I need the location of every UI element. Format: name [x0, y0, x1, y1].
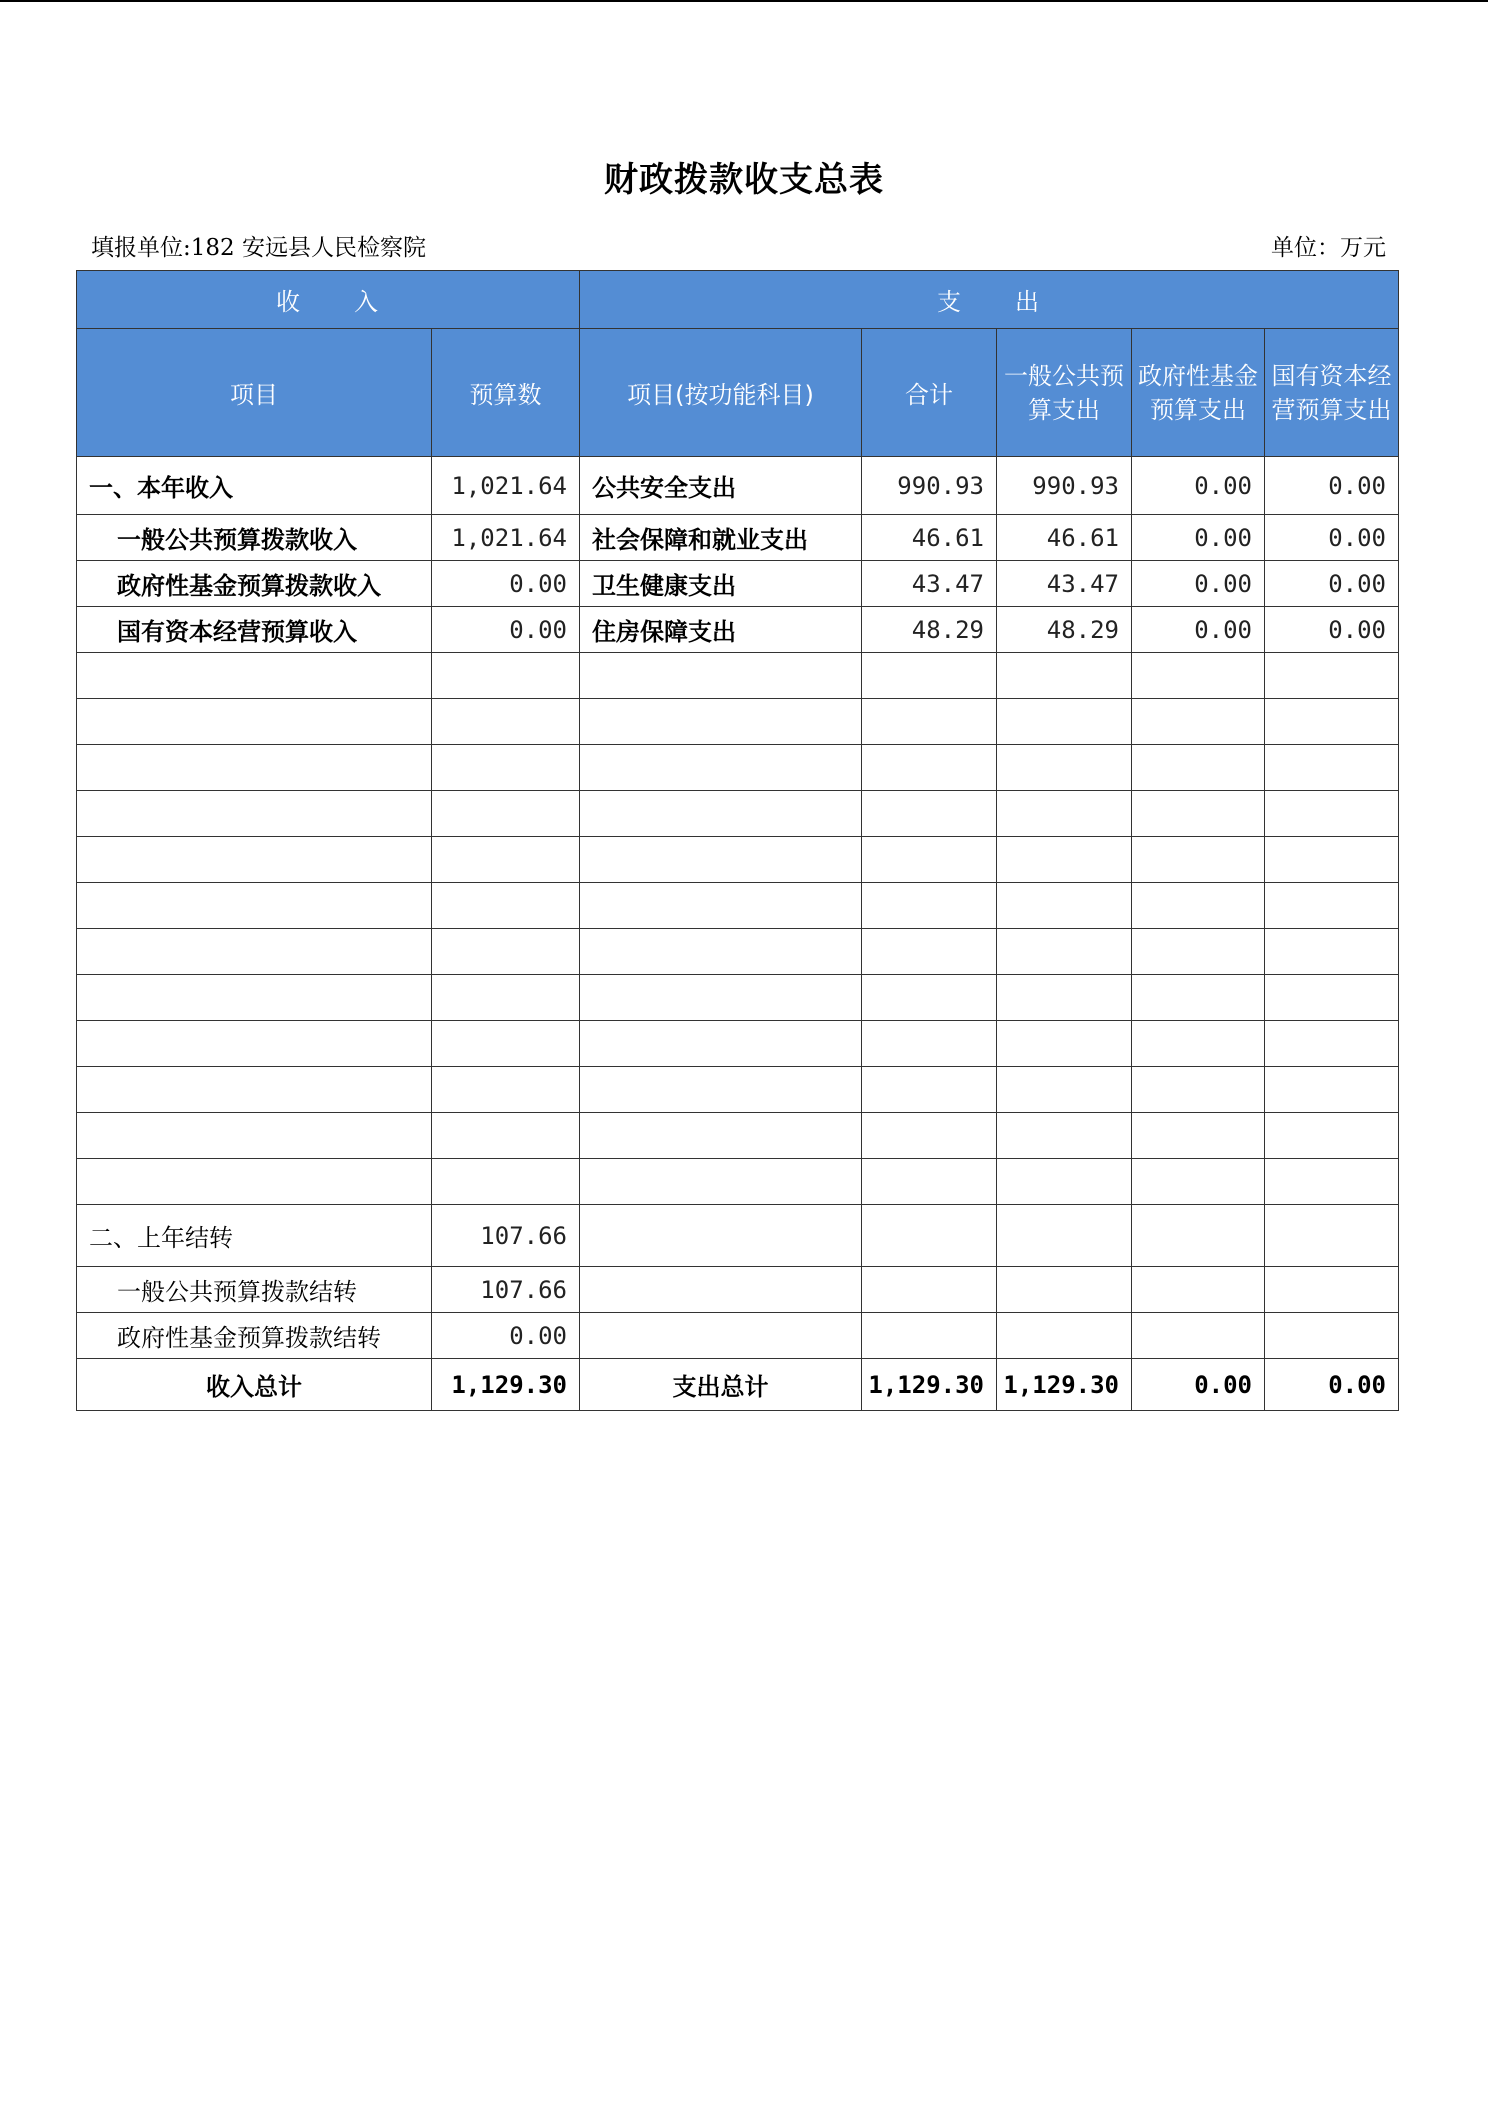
- expense-general-public: 46.61: [997, 515, 1132, 561]
- expense-total: 48.29: [862, 607, 997, 653]
- expense-total-value: 1,129.30: [862, 1359, 997, 1411]
- expense-state-capital: 0.00: [1265, 515, 1399, 561]
- empty-row: [77, 745, 1399, 791]
- empty-row: [77, 1067, 1399, 1113]
- table-row: [77, 515, 1399, 561]
- total-row: [77, 1359, 1399, 1411]
- col-header-function-item: 项目(按功能科目): [580, 329, 862, 457]
- table-row: [77, 1267, 1399, 1313]
- expense-gov-fund: 0.00: [1132, 607, 1265, 653]
- col-header-total: 合计: [862, 329, 997, 457]
- expense-state-capital: 0.00: [1265, 457, 1399, 515]
- income-budget: 1,021.64: [432, 457, 580, 515]
- expense-item: 住房保障支出: [580, 607, 862, 653]
- table-row: [77, 1313, 1399, 1359]
- empty-row: [77, 883, 1399, 929]
- carryover-item: 一般公共预算拨款结转: [77, 1267, 432, 1313]
- empty-row: [77, 837, 1399, 883]
- income-budget: 0.00: [432, 561, 580, 607]
- col-header-item: 项目: [77, 329, 432, 457]
- expense-state-capital: 0.00: [1265, 561, 1399, 607]
- carryover-budget: 0.00: [432, 1313, 580, 1359]
- col-header-gov-fund: 政府性基金预算支出: [1132, 329, 1265, 457]
- carryover-budget: 107.66: [432, 1205, 580, 1267]
- page-title: 财政拨款收支总表: [604, 160, 884, 200]
- expense-item: 公共安全支出: [580, 457, 862, 515]
- col-header-general-public: 一般公共预算支出: [997, 329, 1132, 457]
- empty-row: [77, 699, 1399, 745]
- expense-general-public: 43.47: [997, 561, 1132, 607]
- empty-row: [77, 1159, 1399, 1205]
- currency-unit-label: 单位：万元: [1271, 235, 1386, 261]
- column-header-row: [77, 329, 1399, 457]
- top-border-line: [0, 0, 1488, 2]
- expense-general-public-total: 1,129.30: [997, 1359, 1132, 1411]
- expense-gov-fund-total: 0.00: [1132, 1359, 1265, 1411]
- expense-total: 46.61: [862, 515, 997, 561]
- table-row: [77, 607, 1399, 653]
- col-header-state-capital: 国有资本经营预算支出: [1265, 329, 1399, 457]
- empty-row: [77, 791, 1399, 837]
- expense-general-public: 48.29: [997, 607, 1132, 653]
- expense-general-public: 990.93: [997, 457, 1132, 515]
- income-budget: 1,021.64: [432, 515, 580, 561]
- expense-state-capital: 0.00: [1265, 607, 1399, 653]
- income-item: 一般公共预算拨款收入: [77, 515, 432, 561]
- table-row: [77, 457, 1399, 515]
- empty-row: [77, 653, 1399, 699]
- carryover-item: 二、上年结转: [77, 1205, 432, 1267]
- income-total-value: 1,129.30: [432, 1359, 580, 1411]
- expense-section-header: 支 出: [580, 271, 1399, 329]
- income-section-header: 收 入: [77, 271, 580, 329]
- col-header-budget: 预算数: [432, 329, 580, 457]
- expense-gov-fund: 0.00: [1132, 457, 1265, 515]
- empty-row: [77, 1113, 1399, 1159]
- carryover-item: 政府性基金预算拨款结转: [77, 1313, 432, 1359]
- empty-row: [77, 1021, 1399, 1067]
- section-header-row: [77, 271, 1399, 329]
- table-row: [77, 561, 1399, 607]
- empty-row: [77, 975, 1399, 1021]
- income-budget: 0.00: [432, 607, 580, 653]
- filler-unit-label: 填报单位:182 安远县人民检察院: [91, 235, 426, 261]
- expense-total: 990.93: [862, 457, 997, 515]
- expense-total: 43.47: [862, 561, 997, 607]
- expense-gov-fund: 0.00: [1132, 561, 1265, 607]
- expense-item: 卫生健康支出: [580, 561, 862, 607]
- empty-row: [77, 929, 1399, 975]
- fiscal-summary-table: [76, 270, 1399, 1411]
- table-row: [77, 1205, 1399, 1267]
- expense-gov-fund: 0.00: [1132, 515, 1265, 561]
- income-total-label: 收入总计: [77, 1359, 432, 1411]
- carryover-budget: 107.66: [432, 1267, 580, 1313]
- expense-state-capital-total: 0.00: [1265, 1359, 1399, 1411]
- expense-item: 社会保障和就业支出: [580, 515, 862, 561]
- expense-total-label: 支出总计: [580, 1359, 862, 1411]
- income-item: 一、本年收入: [77, 457, 432, 515]
- income-item: 国有资本经营预算收入: [77, 607, 432, 653]
- income-item: 政府性基金预算拨款收入: [77, 561, 432, 607]
